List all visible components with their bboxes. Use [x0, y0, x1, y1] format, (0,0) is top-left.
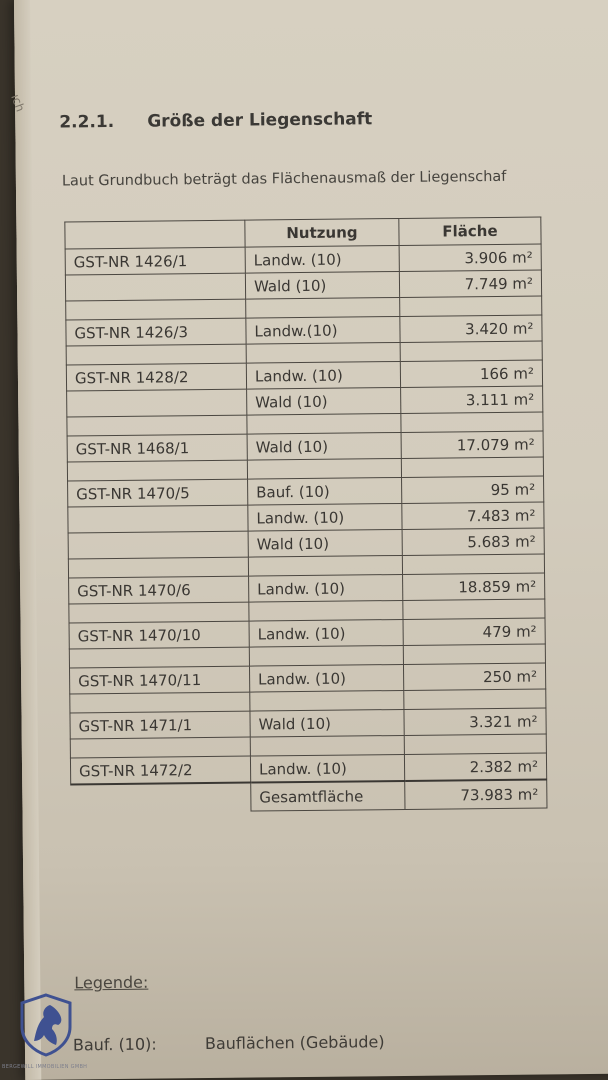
area-cell — [402, 554, 544, 574]
area-cell: 3.420 m² — [400, 315, 542, 342]
nutzung-cell: Landw. (10) — [246, 361, 400, 389]
nutzung-cell: Wald (10) — [245, 271, 399, 299]
parcel-cell — [66, 299, 246, 320]
margin-mark: ıch — [8, 92, 28, 114]
parcel-cell — [68, 531, 248, 559]
table-body — [65, 244, 547, 813]
area-cell — [400, 296, 542, 316]
intro-text: Laut Grundbuch beträgt das Flächenausmaß der Liegenschaf — [61, 168, 507, 190]
area-cell: 479 m² — [403, 618, 545, 645]
nutzung-cell: Landw. (10) — [249, 664, 403, 692]
header-parcel — [65, 220, 245, 249]
parcel-cell: GST-NR 1426/1 — [65, 247, 245, 275]
area-cell — [401, 412, 543, 432]
parcel-cell: GST-NR 1468/1 — [67, 434, 247, 462]
area-cell: 17.079 m² — [401, 431, 543, 458]
parcel-cell: GST-NR 1470/5 — [68, 479, 248, 507]
nutzung-cell: Wald (10) — [247, 387, 401, 415]
area-cell: 7.749 m² — [399, 270, 541, 297]
legend-title: Legende: — [74, 972, 149, 993]
area-cell: 3.906 m² — [399, 244, 541, 271]
nutzung-cell — [247, 458, 401, 479]
area-cell: 2.382 m² — [404, 753, 546, 781]
nutzung-cell — [246, 297, 400, 318]
total-empty-cell — [71, 783, 251, 813]
parcel-cell — [70, 692, 250, 713]
section-title: Größe der Liegenschaft — [147, 109, 373, 132]
nutzung-cell — [249, 600, 403, 621]
parcel-cell — [68, 557, 248, 578]
legend-item — [73, 1032, 385, 1054]
parcel-cell: GST-NR 1428/2 — [66, 363, 246, 391]
nutzung-cell: Wald (10) — [247, 432, 401, 460]
area-cell — [400, 341, 542, 361]
parcel-cell: GST-NR 1470/11 — [69, 666, 249, 694]
nutzung-cell: Landw. (10) — [249, 619, 403, 647]
parcel-cell — [67, 460, 247, 481]
total-label: Gesamtfläche — [251, 781, 405, 811]
nutzung-cell: Wald (10) — [250, 709, 404, 737]
watermark-text: BERGEWILL IMMOBILIEN GMBH — [2, 1064, 88, 1070]
parcel-cell — [69, 647, 249, 668]
header-nutzung: Nutzung — [245, 218, 399, 247]
area-cell: 18.859 m² — [403, 573, 545, 600]
legend-key: Bauf. (10): — [72, 1034, 157, 1055]
parcel-cell — [65, 273, 245, 301]
area-cell: 95 m² — [402, 476, 544, 503]
area-cell: 250 m² — [403, 663, 545, 690]
parcel-cell — [68, 505, 248, 533]
total-value: 73.983 m² — [405, 779, 547, 809]
legend-value: Bauflächen (Gebäude) — [204, 1032, 385, 1054]
total-row — [71, 779, 547, 812]
area-cell: 166 m² — [400, 360, 542, 387]
parcel-cell: GST-NR 1472/2 — [70, 756, 250, 784]
parcel-cell — [66, 344, 246, 365]
area-cell: 3.111 m² — [401, 386, 543, 413]
nutzung-cell — [249, 645, 403, 666]
area-cell — [403, 599, 545, 619]
area-cell — [404, 689, 546, 709]
nutzung-cell — [247, 413, 401, 434]
nutzung-cell: Landw. (10) — [248, 503, 402, 531]
parcel-cell — [67, 389, 247, 417]
nutzung-cell: Bauf. (10) — [248, 477, 402, 505]
area-cell — [401, 457, 543, 477]
area-cell: 5.683 m² — [402, 528, 544, 555]
page-edge — [14, 0, 41, 1080]
nutzung-cell: Landw.(10) — [246, 316, 400, 344]
nutzung-cell — [250, 690, 404, 711]
section-heading — [59, 109, 372, 132]
parcel-cell: GST-NR 1426/3 — [66, 318, 246, 346]
area-cell: 7.483 m² — [402, 502, 544, 529]
nutzung-cell: Landw. (10) — [250, 754, 404, 782]
area-cell — [404, 734, 546, 754]
nutzung-cell — [250, 735, 404, 756]
nutzung-cell — [246, 342, 400, 363]
parcel-cell — [67, 415, 247, 436]
area-cell — [403, 644, 545, 664]
nutzung-cell: Landw. (10) — [245, 245, 399, 273]
parcel-cell — [69, 602, 249, 623]
header-flaeche: Fläche — [399, 217, 541, 245]
document-page — [8, 0, 608, 1080]
section-number: 2.2.1. — [59, 111, 115, 133]
nutzung-cell — [248, 555, 402, 576]
nutzung-cell: Wald (10) — [248, 529, 402, 557]
parcel-cell: GST-NR 1470/6 — [69, 576, 249, 604]
parcel-cell: GST-NR 1470/10 — [69, 621, 249, 649]
horse-shield-logo-icon — [18, 993, 74, 1057]
area-table — [64, 216, 547, 813]
nutzung-cell: Landw. (10) — [249, 574, 403, 602]
area-cell: 3.321 m² — [404, 708, 546, 735]
parcel-cell: GST-NR 1471/1 — [70, 711, 250, 739]
parcel-cell — [70, 737, 250, 758]
